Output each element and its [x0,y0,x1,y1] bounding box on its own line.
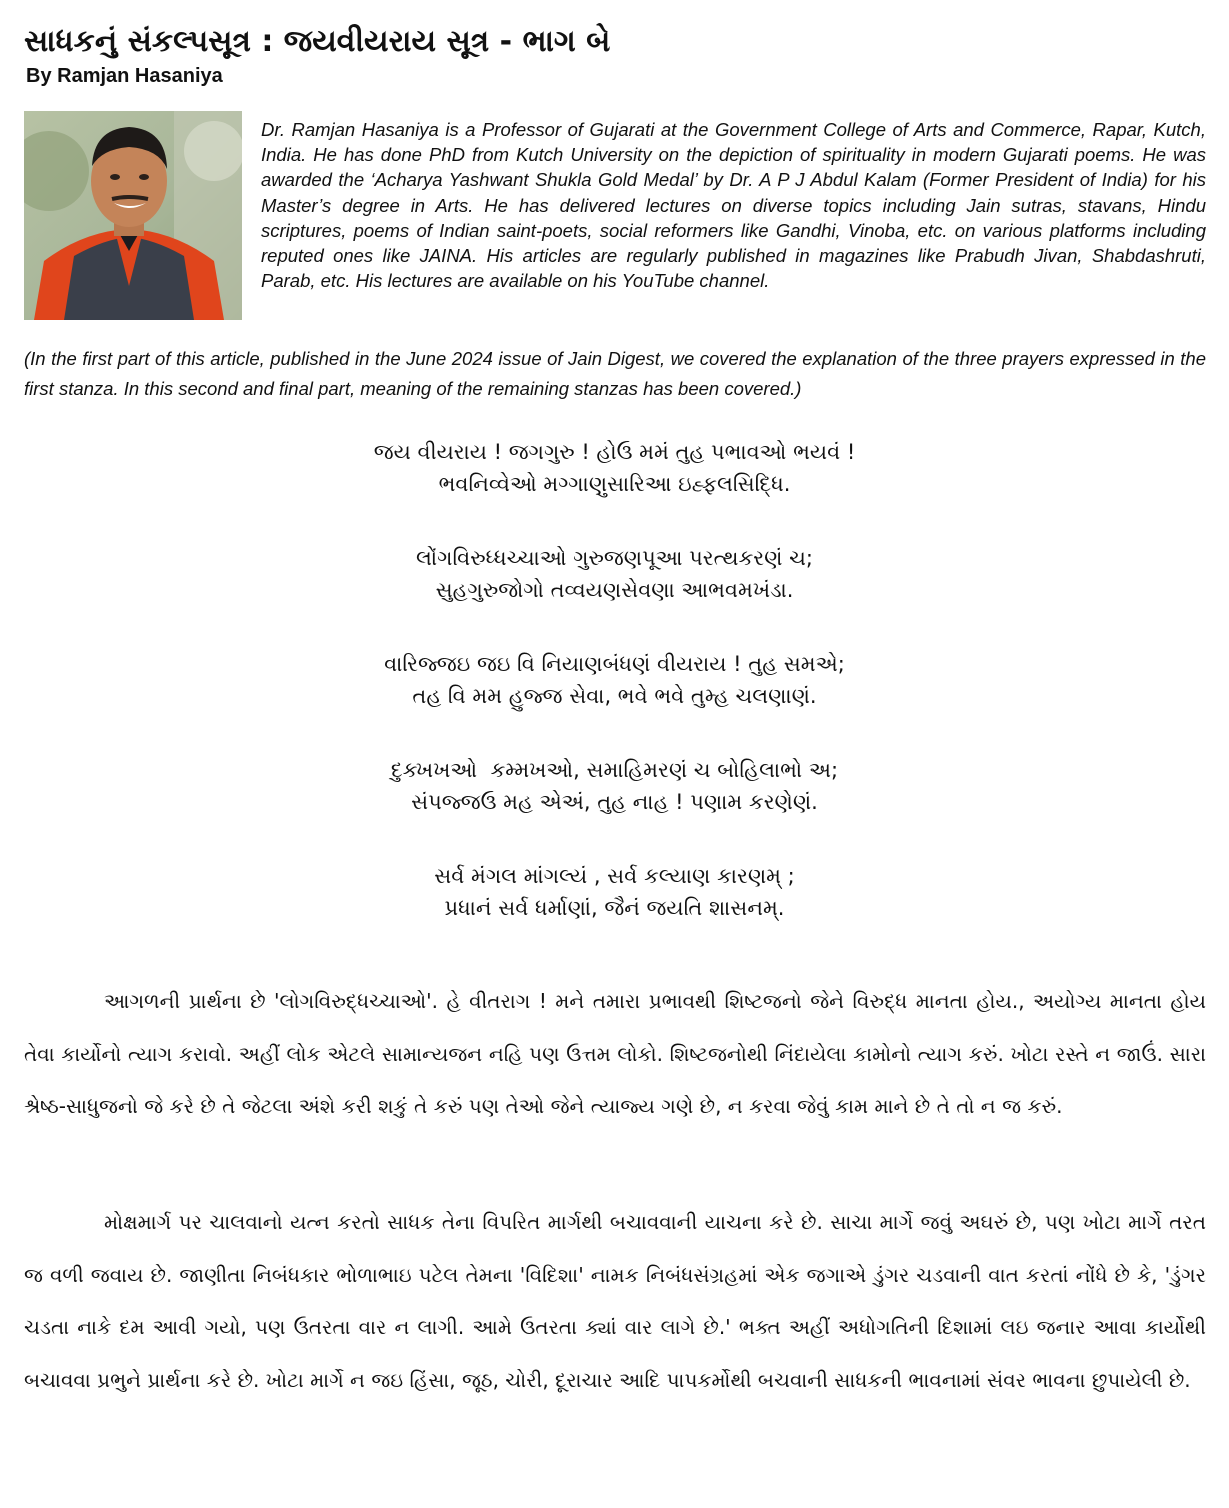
verse-line: સંપજ્જઉ મહ એઅં, તુહ નાહ ! પણામ કરણેણં. [411,790,818,814]
article-title: સાધકનું સંકલ્પસૂત્ર : જયવીયરાય સૂત્ર - ભાગ બે [24,24,611,59]
body-paragraph: મોક્ષમાર્ગ પર ચાલવાનો યત્ન કરતો સાધક તેના વિપરિત માર્ગથી બચાવવાની યાચના કરે છે. સાચા માર્ગે જવું અઘરું છે, પણ ખોટા માર્ગે તરત જ વળી જવાય છે. જાણીતા નિબંધકાર ભોળાભાઇ પટેલ તેમના 'વિદિશા' નામક નિબંધસંગ્રહમાં એક જગાએ ડુંગર ચડવાની વાત કરતાં નોંધે છે કે, 'ડુંગર ચડતા નાકે દમ આવી ગયો, પણ ઉતરતા વાર ન લાગી. આમે ઉતરતા ક્યાં વાર લાગે છે.' ભક્ત અહીં અધોગતિની દિશામાં લઇ જનાર આવા કાર્યોથી બચાવવા પ્રભુને પ્રાર્થના કરે છે. ખોટા માર્ગે ન જઇ હિંસા, જૂઠ, ચોરી, દૂરાચાર આદિ પાપકર્મોથી બચવાની સાધકની ભાવનામાં સંવર ભાવના છુપાયેલી છે. [24,1210,1206,1392]
verse-line: સર્વ મંગલ માંગલ્યં , સર્વ કલ્યાણ કારણમ્ ; [434,864,795,888]
verse-line: દુક્ખખઓ કમ્મખઓ, સમાહિમરણં ચ બોહિલાભો અ; [390,758,839,782]
intro-note: (In the first part of this article, published in the June 2024 issue of Jain Digest, we covered the explanation of the three prayers expressed in the first stanza. In this second and final part, meaning of the remaining stanzas has been covered.) [24,348,1206,399]
stanza [0,860,1229,924]
stanza [0,436,1229,500]
verse-line: તહ વિ મમ હુજ્જ સેવા, ભવે ભવે તુમ્હ ચલણાણં. [412,684,817,708]
author-photo [24,111,242,320]
stanza [0,754,1229,818]
stanza [0,542,1229,606]
author-byline: By Ramjan Hasaniya [26,65,223,87]
verse-line: પ્રધાનં સર્વ ધર્માણાં, જૈનં જયતિ શાસનમ્. [444,896,785,920]
verse-line: ભવનિવ્વેઓ મગ્ગાણુસારિઆ ઇહ્ફલસિદ્ધિ. [438,472,791,496]
verse-line: જય વીયરાય ! જગગુરુ ! હોઉ મમં તુહ પભાવઓ ભયવં ! [373,440,856,464]
verse-line: વારિજ્જઇ જઇ વિ નિયાણબંધણં વીયરાય ! તુહ સમએ; [384,652,845,676]
stanza [0,648,1229,712]
body-paragraph: આગળની પ્રાર્થના છે 'લોગવિરુદ્ધચ્ચાઓ'. હે વીતરાગ ! મને તમારા પ્રભાવથી શિષ્ટજનો જેને વિરુદ્ધ માનતા હોય., અયોગ્ય માનતા હોય તેવા કાર્યોનો ત્યાગ કરાવો. અહીં લોક એટલે સામાન્યજન નહિ પણ ઉત્તમ લોકો. શિષ્ટજનોથી નિંદાયેલા કામોનો ત્યાગ કરું. ખોટા રસ્તે ન જાઉં. સારા શ્રેષ્ઠ-સાધુજનો જે કરે છે તે જેટલા અંશે કરી શકું તે કરું પણ તેઓ જેને ત્યાજ્ય ગણે છે, ન કરવા જેવું કામ માને છે તે તો ન જ કરું. [24,989,1206,1118]
sutra-verses [0,436,1229,924]
verse-line: સુહગુરુજોગો તવ્વયણસેવણા આભવમખંડા. [435,578,794,602]
verse-line: લોંગવિરુધ્ધચ્ચાઓ ગુરુજણપૂઆ પરત્થકરણં ચ; [415,546,813,570]
author-bio: Dr. Ramjan Hasaniya is a Professor of Gujarati at the Government College of Arts and Commerce, Rapar, Kutch, India. He has done PhD from Kutch University on the depiction of spirituality in modern Gujarati poems. He was awarded the ‘Acharya Yashwant Shukla Gold Medal’ by Dr. A P J Abdul Kalam (Former President of India) for his Master’s degree in Arts. He has delivered lectures on diverse topics including Jain sutras, stavans, Hindu scriptures, poems of Indian saint-poets, social reformers like Gandhi, Vinoba, etc. on various platforms including reputed ones like JAINA. His articles are regularly published in magazines like Prabudh Jivan, Shabdashruti, Parab, etc. His lectures are available on his YouTube channel. [261,119,1206,292]
